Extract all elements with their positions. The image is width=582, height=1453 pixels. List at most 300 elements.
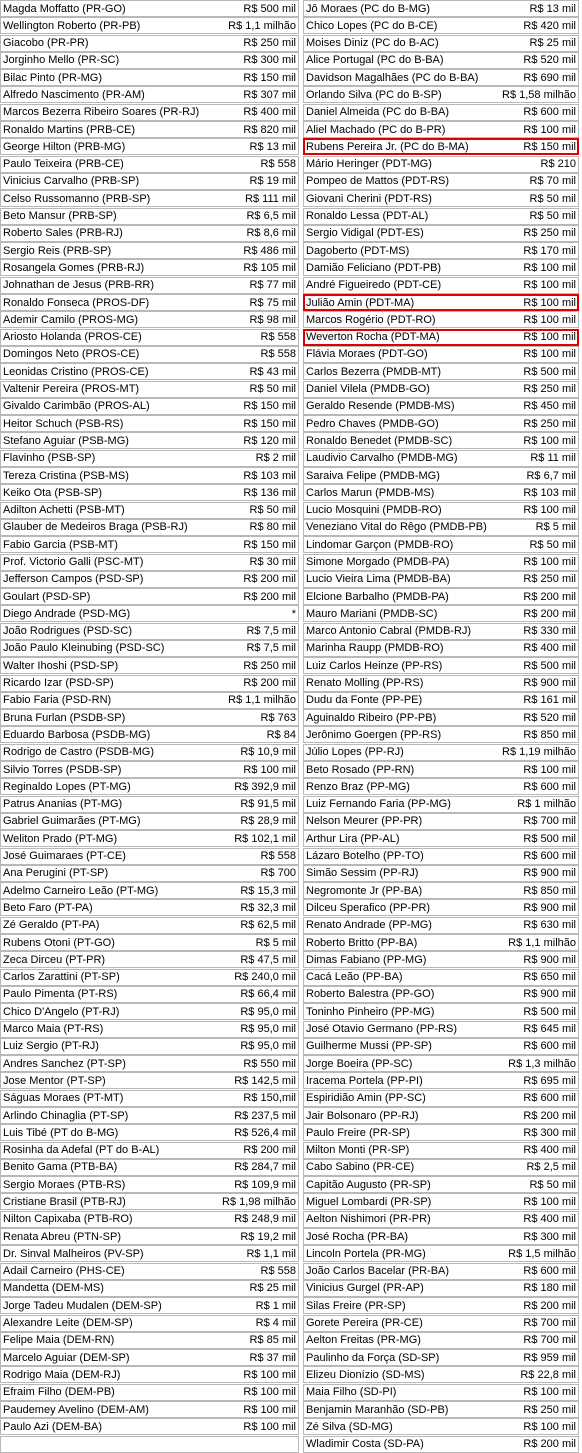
donation-value: R$ 250 mil: [523, 227, 576, 240]
deputy-name: Laudivio Carvalho (PMDB-MG): [306, 452, 458, 465]
table-row: [303, 675, 579, 692]
donation-value: R$ 25 mil: [529, 37, 576, 50]
table-row: [303, 104, 579, 121]
table-row: [303, 934, 579, 951]
donation-value: R$ 150 mil: [243, 400, 296, 413]
table-row: [303, 1038, 579, 1055]
donation-value: R$ 200 mil: [523, 590, 576, 603]
donation-value: R$ 11 mil: [530, 452, 576, 465]
table-row: [0, 1315, 299, 1332]
donation-value: R$ 13 mil: [249, 140, 296, 153]
deputy-name: Capitão Augusto (PR-SP): [306, 1178, 431, 1191]
deputy-name: Jair Bolsonaro (PP-RJ): [306, 1109, 419, 1122]
donation-value: R$ 420 mil: [523, 19, 576, 32]
table-row: [303, 432, 579, 449]
donation-value: R$ 19 mil: [249, 175, 296, 188]
donation-value: R$ 100 mil: [523, 1386, 576, 1399]
donation-value: R$ 850 mil: [523, 728, 576, 741]
deputy-name: Zé Geraldo (PT-PA): [3, 919, 100, 932]
donation-value: R$ 237,5 mil: [234, 1109, 296, 1122]
deputy-name: Keiko Ota (PSB-SP): [3, 486, 103, 499]
donation-value: R$ 6,5 mil: [246, 210, 296, 223]
table-row: [303, 1332, 579, 1349]
table-row: [303, 1280, 579, 1297]
table-row: [0, 709, 299, 726]
deputy-name: Saraiva Felipe (PMDB-MG): [306, 469, 440, 482]
deputy-name: Julião Amin (PDT-MA): [306, 296, 415, 309]
table-row: [0, 1176, 299, 1193]
deputy-name: Roberto Britto (PP-BA): [306, 936, 418, 949]
table-row: [303, 917, 579, 934]
deputy-name: Dimas Fabiano (PP-MG): [306, 953, 427, 966]
table-row: [303, 640, 579, 657]
table-row: [0, 692, 299, 709]
donation-value: R$ 450 mil: [523, 400, 576, 413]
donation-value: R$ 19,2 mil: [240, 1230, 296, 1243]
table-row: [303, 951, 579, 968]
donation-value: R$ 100 mil: [523, 763, 576, 776]
donation-value: R$ 250 mil: [523, 573, 576, 586]
table-row: [303, 398, 579, 415]
donation-value: R$ 103 mil: [523, 486, 576, 499]
table-row: [303, 1349, 579, 1366]
deputy-name: Flavinho (PSB-SP): [3, 452, 96, 465]
deputy-name: Lázaro Botelho (PP-TO): [306, 850, 424, 863]
donation-value: R$ 8,6 mil: [246, 227, 296, 240]
donation-value: R$ 700 mil: [523, 1317, 576, 1330]
table-row: [303, 1090, 579, 1107]
deputy-name: Cacá Leão (PP-BA): [306, 971, 403, 984]
donation-value: R$ 500 mil: [523, 832, 576, 845]
donation-value: R$ 500 mil: [523, 365, 576, 378]
deputy-name: Lucio Vieira Lima (PMDB-BA): [306, 573, 451, 586]
table-row: [303, 1124, 579, 1141]
table-row: [303, 1245, 579, 1262]
table-row: [303, 1366, 579, 1383]
table-row: [0, 657, 299, 674]
table-row: [0, 484, 299, 501]
table-row: [0, 104, 299, 121]
deputy-name: Carlos Zarattini (PT-SP): [3, 971, 120, 984]
deputy-name: Weliton Prado (PT-MG): [3, 832, 118, 845]
table-row: [0, 398, 299, 415]
table-row: [303, 848, 579, 865]
donation-value: R$ 105 mil: [243, 261, 296, 274]
donation-value: R$ 50 mil: [529, 210, 576, 223]
table-row: [303, 554, 579, 571]
table-row: [0, 52, 299, 69]
deputy-name: Silas Freire (PR-SP): [306, 1299, 406, 1312]
deputy-name: Beto Rosado (PP-RN): [306, 763, 415, 776]
table-row: [0, 536, 299, 553]
donation-value: R$ 600 mil: [523, 1040, 576, 1053]
deputy-name: Daniel Almeida (PC do B-BA): [306, 106, 450, 119]
donation-value: R$ 37 mil: [249, 1351, 296, 1364]
table-row: [303, 190, 579, 207]
donation-value: R$ 248,9 mil: [234, 1213, 296, 1226]
donation-value: R$ 7,5 mil: [246, 642, 296, 655]
table-row: [0, 1436, 299, 1453]
deputy-name: Júlio Lopes (PP-RJ): [306, 746, 404, 759]
table-row: [303, 1072, 579, 1089]
donation-value: R$ 43 mil: [249, 365, 296, 378]
table-row: [0, 121, 299, 138]
table-row: [303, 588, 579, 605]
table-row: [303, 173, 579, 190]
donation-value: R$ 486 mil: [243, 244, 296, 257]
table-row: [303, 294, 579, 311]
donation-value: R$ 400 mil: [523, 642, 576, 655]
donation-value: R$ 100 mil: [523, 1195, 576, 1208]
donation-value: R$ 100 mil: [523, 296, 576, 309]
donation-value: R$ 2,5 mil: [526, 1161, 576, 1174]
donation-value: R$ 1,58 milhão: [502, 88, 576, 101]
deputy-name: Roberto Sales (PRB-RJ): [3, 227, 123, 240]
deputy-name: Paulo Teixeira (PRB-CE): [3, 158, 124, 171]
deputy-name: Eduardo Barbosa (PSDB-MG): [3, 728, 151, 741]
deputy-name: Arthur Lira (PP-AL): [306, 832, 400, 845]
table-row: [0, 225, 299, 242]
donation-value: R$ 200 mil: [523, 607, 576, 620]
deputy-name: Negromonte Jr (PP-BA): [306, 884, 423, 897]
deputy-name: Renzo Braz (PP-MG): [306, 780, 410, 793]
donation-value: R$ 50 mil: [249, 383, 296, 396]
deputy-name: Patrus Ananias (PT-MG): [3, 798, 123, 811]
donation-value: R$ 85 mil: [249, 1334, 296, 1347]
table-row: [0, 744, 299, 761]
donation-value: R$ 558: [260, 331, 296, 344]
donation-value: R$ 100 mil: [523, 504, 576, 517]
deputy-name: Ronaldo Fonseca (PROS-DF): [3, 296, 150, 309]
donation-value: R$ 959 mil: [523, 1351, 576, 1364]
deputy-name: Tereza Cristina (PSB-MS): [3, 469, 129, 482]
donation-value: R$ 250 mil: [243, 659, 296, 672]
deputy-name: Cabo Sabino (PR-CE): [306, 1161, 415, 1174]
donation-value: R$ 650 mil: [523, 971, 576, 984]
table-row: [0, 156, 299, 173]
table-row: [0, 675, 299, 692]
table-row: [0, 190, 299, 207]
donation-value: R$ 500 mil: [243, 2, 296, 15]
donation-value: R$ 100 mil: [243, 1368, 296, 1381]
donation-value: R$ 240,0 mil: [234, 971, 296, 984]
table-row: [303, 692, 579, 709]
deputy-name: Giacobo (PR-PR): [3, 37, 89, 50]
donation-value: R$ 307 mil: [243, 88, 296, 101]
donation-value: R$ 32,3 mil: [240, 901, 296, 914]
table-row: [303, 0, 579, 17]
deputy-name: Orlando Silva (PC do B-SP): [306, 88, 442, 101]
deputy-name: José Rocha (PR-BA): [306, 1230, 409, 1243]
table-row: [0, 311, 299, 328]
table-row: [303, 1003, 579, 1020]
deputy-name: Lindomar Garçon (PMDB-RO): [306, 538, 454, 551]
deputy-name: Gabriel Guimarães (PT-MG): [3, 815, 141, 828]
donation-value: R$ 25 mil: [249, 1282, 296, 1295]
table-row: [0, 35, 299, 52]
donation-value: R$ 100 mil: [243, 1420, 296, 1433]
table-row: [303, 709, 579, 726]
donation-value: R$ 1,19 milhão: [502, 746, 576, 759]
table-row: [0, 346, 299, 363]
table-row: [303, 796, 579, 813]
table-row: [303, 484, 579, 501]
table-row: [303, 969, 579, 986]
table-row: [0, 1003, 299, 1020]
table-row: [0, 69, 299, 86]
deputy-name: Carlos Marun (PMDB-MS): [306, 486, 435, 499]
deputy-name: Valtenir Pereira (PROS-MT): [3, 383, 140, 396]
donation-value: R$ 392,9 mil: [234, 780, 296, 793]
table-row: [0, 986, 299, 1003]
donation-value: R$ 100 mil: [243, 1386, 296, 1399]
deputy-name: Heitor Schuch (PSB-RS): [3, 417, 124, 430]
table-row: [303, 52, 579, 69]
donation-value: R$ 5 mil: [535, 521, 576, 534]
donation-value: R$ 558: [260, 850, 296, 863]
deputy-name: Alexandre Leite (DEM-SP): [3, 1317, 133, 1330]
donation-value: R$ 13 mil: [529, 2, 576, 15]
deputy-name: Mário Heringer (PDT-MG): [306, 158, 432, 171]
table-row: [0, 294, 299, 311]
table-row: [0, 0, 299, 17]
deputy-name: Ronaldo Martins (PRB-CE): [3, 123, 136, 136]
donation-value: R$ 600 mil: [523, 106, 576, 119]
donation-value: R$ 161 mil: [523, 694, 576, 707]
donation-value: R$ 80 mil: [249, 521, 296, 534]
table-row: [303, 813, 579, 830]
deputy-name: Alfredo Nascimento (PR-AM): [3, 88, 145, 101]
donation-value: R$ 180 mil: [523, 1282, 576, 1295]
donation-value: R$ 1 mil: [255, 1299, 296, 1312]
donation-value: R$ 284,7 mil: [234, 1161, 296, 1174]
deputy-name: Sergio Vidigal (PDT-ES): [306, 227, 424, 240]
deputy-name: Beto Faro (PT-PA): [3, 901, 93, 914]
deputy-name: Moises Diniz (PC do B-AC): [306, 37, 439, 50]
deputy-name: Dagoberto (PDT-MS): [306, 244, 410, 257]
deputy-name: George Hilton (PRB-MG): [3, 140, 126, 153]
donation-value: R$ 100 mil: [243, 763, 296, 776]
donation-value: R$ 200 mil: [243, 677, 296, 690]
deputy-name: Paudemey Avelino (DEM-AM): [3, 1403, 149, 1416]
deputy-name: Mauro Mariani (PMDB-SC): [306, 607, 438, 620]
donation-value: R$ 150 mil: [243, 417, 296, 430]
deputy-name: Magda Moffatto (PR-GO): [3, 2, 126, 15]
table-row: [0, 934, 299, 951]
deputy-name: Paulo Pimenta (PT-RS): [3, 988, 118, 1001]
deputy-name: Renato Molling (PP-RS): [306, 677, 424, 690]
table-row: [303, 899, 579, 916]
table-row: [0, 1245, 299, 1262]
table-row: [0, 519, 299, 536]
donation-value: R$ 50 mil: [249, 504, 296, 517]
deputy-name: Bilac Pinto (PR-MG): [3, 71, 103, 84]
donation-value: R$ 170 mil: [523, 244, 576, 257]
deputy-name: Chico D'Angelo (PT-RJ): [3, 1005, 120, 1018]
table-row: [0, 1021, 299, 1038]
donation-value: R$ 103 mil: [243, 469, 296, 482]
table-row: [0, 381, 299, 398]
donation-value: R$ 62,5 mil: [240, 919, 296, 932]
deputy-name: Giovani Cherini (PDT-RS): [306, 192, 432, 205]
donation-value: R$ 50 mil: [529, 192, 576, 205]
deputy-name: Espiridião Amin (PP-SC): [306, 1092, 426, 1105]
donation-value: R$ 100 mil: [523, 313, 576, 326]
table-row: [303, 450, 579, 467]
deputy-name: Lincoln Portela (PR-MG): [306, 1247, 426, 1260]
donation-value: R$ 1 milhão: [517, 798, 576, 811]
donation-value: R$ 150,mil: [243, 1092, 296, 1105]
deputy-name: Marinha Raupp (PMDB-RO): [306, 642, 444, 655]
table-row: [303, 1228, 579, 1245]
deputy-name: Renato Andrade (PP-MG): [306, 919, 432, 932]
donation-value: R$ 400 mil: [523, 1213, 576, 1226]
table-row: [303, 761, 579, 778]
deputy-name: Elcione Barbalho (PMDB-PA): [306, 590, 449, 603]
donation-value: R$ 520 mil: [523, 54, 576, 67]
table-row: [0, 865, 299, 882]
donation-value: R$ 70 mil: [529, 175, 576, 188]
table-row: [0, 1349, 299, 1366]
deputy-name: Pompeo de Mattos (PDT-RS): [306, 175, 450, 188]
deputy-name: Jerônimo Goergen (PP-RS): [306, 728, 442, 741]
deputy-name: Leonidas Cristino (PROS-CE): [3, 365, 149, 378]
donation-value: R$ 600 mil: [523, 1265, 576, 1278]
table-row: [303, 778, 579, 795]
table-row: [0, 208, 299, 225]
donation-value: R$ 900 mil: [523, 901, 576, 914]
table-row: [0, 1159, 299, 1176]
table-row: [303, 415, 579, 432]
donation-value: R$ 520 mil: [523, 711, 576, 724]
table-row: [303, 277, 579, 294]
deputy-name: Prof. Victorio Galli (PSC-MT): [3, 556, 144, 568]
deputy-name: Wellington Roberto (PR-PB): [3, 19, 141, 32]
table-row: [0, 432, 299, 449]
deputy-name: Benjamin Maranhão (SD-PB): [306, 1403, 449, 1416]
deputy-name: Glauber de Medeiros Braga (PSB-RJ): [3, 521, 188, 534]
deputy-name: Rodrigo Maia (DEM-RJ): [3, 1368, 121, 1381]
deputy-name: Beto Mansur (PRB-SP): [3, 210, 117, 223]
deputy-name: Aelton Nishimori (PR-PR): [306, 1213, 431, 1226]
deputy-name: Fabio Garcia (PSB-MT): [3, 538, 118, 551]
donation-value: R$ 200 mil: [523, 1438, 576, 1451]
donation-value: R$ 1,1 mil: [246, 1247, 296, 1260]
donation-value: R$ 690 mil: [523, 71, 576, 84]
deputy-name: Domingos Neto (PROS-CE): [3, 348, 140, 361]
donation-value: R$ 1,3 milhão: [508, 1057, 576, 1070]
deputy-name: Celso Russomanno (PRB-SP): [3, 192, 151, 205]
deputy-name: Geraldo Resende (PMDB-MS): [306, 400, 455, 413]
donation-value: R$ 850 mil: [523, 884, 576, 897]
donation-value: R$ 100 mil: [523, 1420, 576, 1433]
table-row: [0, 1038, 299, 1055]
donation-value: R$ 900 mil: [523, 988, 576, 1001]
table-row: [0, 173, 299, 190]
donation-value: R$ 100 mil: [523, 123, 576, 136]
deputy-name: Renata Abreu (PTN-SP): [3, 1230, 121, 1243]
deputy-name: Luiz Sergio (PT-RJ): [3, 1040, 99, 1053]
deputy-name: Simone Morgado (PMDB-PA): [306, 556, 450, 568]
table-row: [303, 1418, 579, 1435]
deputy-name: João Carlos Bacelar (PR-BA): [306, 1265, 450, 1278]
table-row: [0, 1297, 299, 1314]
donation-value: R$ 600 mil: [523, 780, 576, 793]
table-row: [303, 623, 579, 640]
deputy-name: Luis Tibé (PT do B-MG): [3, 1126, 119, 1139]
deputy-name: Jefferson Campos (PSD-SP): [3, 573, 144, 586]
table-row: [303, 571, 579, 588]
table-row: [0, 969, 299, 986]
deputy-name: Stefano Aguiar (PSB-MG): [3, 434, 129, 447]
donation-value: R$ 77 mil: [249, 279, 296, 292]
table-row: [0, 917, 299, 934]
table-row: [0, 640, 299, 657]
deputy-name: Walter Ihoshi (PSD-SP): [3, 659, 119, 672]
deputy-name: Jorge Boeira (PP-SC): [306, 1057, 413, 1070]
table-row: [0, 761, 299, 778]
deputy-name: Ademir Camilo (PROS-MG): [3, 313, 139, 326]
table-row: [0, 1366, 299, 1383]
deputy-name: Pedro Chaves (PMDB-GO): [306, 417, 439, 430]
deputy-name: Bruna Furlan (PSDB-SP): [3, 711, 126, 724]
table-row: [303, 1107, 579, 1124]
table-row: [303, 536, 579, 553]
table-row: [0, 588, 299, 605]
donation-value: R$ 600 mil: [523, 850, 576, 863]
deputy-name: Johnathan de Jesus (PRB-RR): [3, 279, 155, 292]
donation-value: R$ 142,5 mil: [234, 1074, 296, 1087]
donation-value: R$ 630 mil: [523, 919, 576, 932]
deputy-name: Dudu da Fonte (PP-PE): [306, 694, 423, 707]
donation-value: R$ 100 mil: [243, 1403, 296, 1416]
donation-value: R$ 300 mil: [243, 54, 296, 67]
deputy-name: Marcos Bezerra Ribeiro Soares (PR-RJ): [3, 106, 200, 119]
table-row: [0, 1193, 299, 1210]
deputy-name: Milton Monti (PR-SP): [306, 1144, 410, 1157]
deputy-name: Aelton Freitas (PR-MG): [306, 1334, 421, 1347]
donation-value: R$ 600 mil: [523, 1092, 576, 1105]
table-row: [0, 1107, 299, 1124]
deputy-name: Nilton Capixaba (PTB-RO): [3, 1213, 133, 1226]
table-row: [0, 1384, 299, 1401]
donation-value: R$ 300 mil: [523, 1126, 576, 1139]
table-row: [303, 1211, 579, 1228]
table-row: [303, 1055, 579, 1072]
donation-value: R$ 4 mil: [255, 1317, 296, 1330]
donation-value: R$ 900 mil: [523, 953, 576, 966]
donation-value: R$ 100 mil: [523, 348, 576, 361]
donation-value: R$ 2 mil: [255, 452, 296, 465]
donation-value: R$ 100 mil: [523, 261, 576, 274]
deputy-name: Luiz Carlos Heinze (PP-RS): [306, 659, 443, 672]
donation-value: R$ 200 mil: [523, 1299, 576, 1312]
donation-value: R$ 200 mil: [243, 573, 296, 586]
table-row: [303, 311, 579, 328]
table-row: [303, 69, 579, 86]
donation-value: R$ 75 mil: [249, 296, 296, 309]
deputy-name: Sergio Reis (PRB-SP): [3, 244, 112, 257]
donation-value: R$ 558: [260, 1265, 296, 1278]
table-row: [0, 1332, 299, 1349]
donation-value: R$ 100 mil: [523, 434, 576, 447]
deputy-name: Simão Sessim (PP-RJ): [306, 867, 419, 880]
donation-value: R$ 150 mil: [523, 140, 576, 153]
table-row: [0, 813, 299, 830]
table-row: [0, 1090, 299, 1107]
deputy-name: Wladimir Costa (SD-PA): [306, 1438, 424, 1451]
donation-value: R$ 102,1 mil: [234, 832, 296, 845]
